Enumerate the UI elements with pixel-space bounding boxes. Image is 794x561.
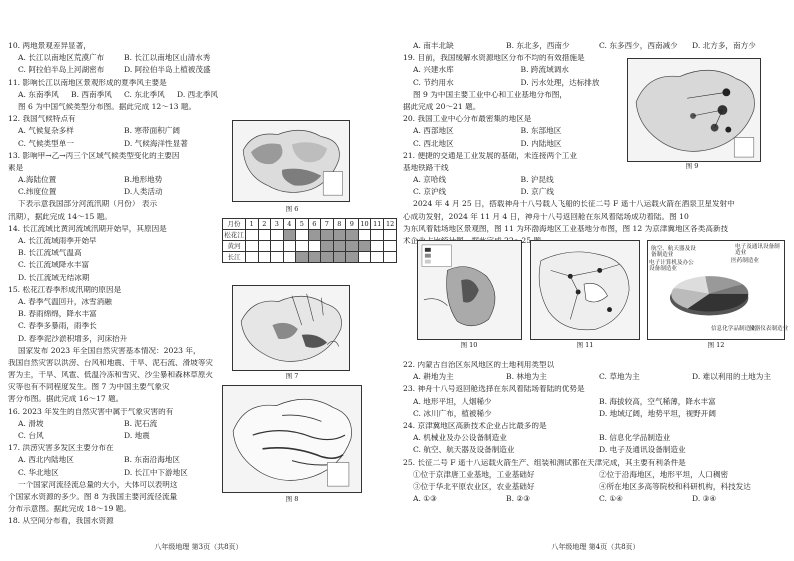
table-header-cell: 3 [271, 219, 284, 230]
question-text: 23. 神舟十八号返回舱选择在东风着陆场着陆的优势是 [403, 385, 585, 394]
month-cell [308, 230, 321, 241]
river-name: 松花江 [224, 230, 244, 239]
pie-label: 电子计算机及办公设备制造业 [649, 260, 694, 273]
answer-option[interactable]: D. 难以利用的土地为主 [692, 372, 771, 382]
month-cell [283, 230, 296, 241]
option-row [8, 66, 230, 78]
answer-option[interactable]: B. 信息化学品制造业 [599, 433, 671, 443]
question-text: 19. 目前，我国缓解水资源地区分布不均的有效措施是 [403, 54, 585, 63]
question-text: 13. 影响甲→乙→丙三个区域气候类型变化的主要因 [8, 151, 180, 160]
figure-6-caption: 图 6 [285, 205, 299, 213]
answer-option[interactable]: D. 地震 [124, 431, 150, 440]
month-cell [333, 252, 346, 263]
right-page-footer: 八年级地理 第4页（共8页） [551, 543, 640, 551]
month-cell [258, 241, 271, 252]
answer-option[interactable]: C. 西北地区 [413, 138, 454, 148]
answer-option[interactable]: C. 东北季风 [124, 89, 165, 99]
month-cell [283, 252, 296, 263]
answer-option[interactable]: A. 兴建水库 [413, 65, 454, 75]
question-text: 10. 两地景观差异显著， [8, 42, 91, 50]
table-header-cell: 6 [308, 219, 321, 230]
table-header-cell: 5 [296, 219, 309, 230]
answer-option[interactable]: B. 东南沿海地区 [124, 455, 180, 465]
month-cell [358, 230, 371, 241]
question-text: 17. 洪涝灾害多发区主要分布在 [8, 444, 114, 453]
month-cell [384, 230, 397, 241]
answer-option[interactable]: C. 京沪线 [413, 187, 447, 197]
option-row [403, 127, 628, 139]
option-row [403, 188, 628, 200]
table-row [223, 252, 397, 263]
question-text: 术企业占比统计图。据此完成 22～25 题。 [403, 237, 549, 245]
answer-option[interactable]: B. 寒带面积广阔 [124, 126, 180, 136]
figure-8-caption: 图 8 [285, 495, 299, 503]
answer-option[interactable]: C. 华北地区 [18, 467, 59, 477]
table-header-cell: 4 [283, 219, 296, 230]
question-text: 22. 内蒙古自治区东风地区的土地利用类型以 [403, 361, 555, 369]
month-cell [258, 230, 271, 241]
question-text: 2024 年 4 月 25 日，搭载神舟十八号载人飞船的长征二号 F 遥十八运载火箭在酒泉卫星发射中 [413, 200, 735, 209]
month-cell [245, 252, 258, 263]
pie-label: 仪器仪表制造业 [749, 326, 789, 332]
answer-option[interactable]: ④所在地区多高等院校和科研机构，科技发达 [599, 481, 751, 491]
option-row [8, 91, 230, 103]
option-row [403, 483, 785, 495]
answer-option[interactable]: B. 林地为主 [506, 372, 547, 382]
month-cell [308, 252, 321, 263]
question-text: 我国自然灾害以洪涝、台风和地震、干旱、泥石流、滑坡等灾 [8, 358, 214, 367]
page-right [397, 0, 794, 561]
pie-label: 航空、航天器及设备制造业 [651, 246, 696, 259]
month-cell [296, 252, 309, 263]
figure-10-dongfeng-landscape [417, 240, 522, 340]
question-text: 图 6 为中国气候类型分布图。据此完成 12～13 题。 [18, 102, 197, 111]
answer-option[interactable]: B. 东北多，西南少 [506, 41, 570, 50]
table-header-cell: 9 [346, 219, 359, 230]
answer-option[interactable]: B. 西南季风 [71, 89, 112, 99]
figure-12-caption: 图 12 [707, 341, 725, 349]
option-row [8, 188, 230, 200]
month-cell [384, 252, 397, 263]
option-row [8, 456, 230, 468]
option-row [8, 127, 230, 139]
option-row [8, 140, 230, 152]
answer-option[interactable]: D. 地域辽阔，地势平坦，视野开阔 [599, 408, 716, 418]
question-text: 害分布图。据此完成 16～17 题。 [8, 395, 124, 404]
month-cell [371, 252, 384, 263]
question-text: 11. 影响长江以南地区景观形成的夏季风主要是 [8, 78, 167, 87]
answer-option[interactable]: C. 草地为主 [599, 372, 640, 382]
table-header-cell: 11 [371, 219, 384, 230]
answer-option[interactable]: A.海陆位置 [18, 175, 57, 185]
answer-option[interactable]: C. 台风 [18, 431, 44, 440]
figure-12-labels [649, 242, 789, 338]
option-row [403, 410, 785, 422]
option-row [403, 66, 628, 78]
month-cell [333, 230, 346, 241]
answer-option[interactable]: ②位于沿海地区，地形平坦，人口稠密 [599, 469, 729, 479]
right-question-column [403, 41, 756, 249]
figure-6-climate-map [232, 120, 350, 202]
answer-option[interactable]: A. ①③ [413, 494, 437, 504]
month-cell [358, 241, 371, 252]
question-text: 素是 [8, 163, 24, 172]
question-text: 害为主，干旱、风雹、低温冷冻和雪灾、沙尘暴和森林草原火 [8, 371, 214, 380]
question-text: 为东风着陆场地区景观图，图 11 为环渤海地区工业基地分布图，图 12 为京津冀地区各类高新技 [403, 224, 729, 233]
river-name: 黄河 [223, 241, 246, 252]
table-header-cell: 8 [333, 219, 346, 230]
answer-option[interactable]: C. 冰川广布，植被稀少 [413, 408, 492, 418]
question-text: B. 春雨绵绵，降水丰富 [18, 310, 97, 319]
table-header-cell: 10 [358, 219, 371, 230]
month-cell [245, 230, 258, 241]
question-text: B. 长江流域气温高 [18, 249, 82, 258]
figure-9-caption: 图 9 [685, 162, 699, 170]
question-text: 国家发布 2023 年全国自然灾害基本情况：2023 年， [18, 346, 201, 355]
answer-option[interactable]: A. 机械业及办公设备制造业 [413, 433, 507, 443]
table-row [223, 241, 397, 252]
question-text: 据此完成 20～21 题。 [403, 102, 481, 111]
answer-option[interactable]: A. 耕地为主 [413, 372, 454, 382]
question-text: 25. 长征二号 F 遥十八运载火箭生产、组装和测试都在天津完成，其主要有利条件是 [403, 458, 686, 467]
answer-option[interactable]: B. 东部地区 [520, 126, 562, 136]
month-cell [346, 252, 359, 263]
option-row [8, 432, 230, 444]
month-cell [271, 252, 284, 263]
question-text: C. 春季多暴雨，雨季长 [18, 322, 97, 331]
month-cell [258, 252, 271, 263]
question-text: 分布示意图。据此完成 18～19 题。 [8, 505, 131, 514]
table-header-cell: 月份 [223, 219, 246, 230]
month-cell [308, 241, 321, 252]
answer-option[interactable]: A. 地形平坦，人烟稀少 [413, 396, 492, 406]
answer-option[interactable]: C.纬度位置 [18, 187, 57, 197]
month-cell [371, 241, 384, 252]
month-cell [346, 230, 359, 241]
answer-option[interactable]: C. 气候类型单一 [18, 138, 74, 148]
table-header-cell: 7 [321, 219, 334, 230]
table-header-cell: 2 [258, 219, 271, 230]
answer-option[interactable]: B. 泥石流 [124, 418, 158, 428]
question-text: 图 9 为中国主要工业中心和工业基地分布图， [413, 90, 567, 99]
answer-option[interactable]: A. 京哈线 [413, 175, 447, 185]
answer-option[interactable]: C. ①④ [599, 494, 623, 504]
answer-option[interactable]: B. 长江以南地区山清水秀 [124, 53, 211, 63]
month-cell [245, 241, 258, 252]
answer-option[interactable]: B. 沪昆线 [520, 175, 554, 185]
question-text: 14. 长江流域比黄河流域汛期开始早，其原因是 [8, 224, 167, 233]
question-text: D. 春季泥沙淤积增多，河床抬升 [18, 334, 128, 343]
question-text: 心成功发射，2024 年 11 月 4 日，神舟十八号返回舱在东风着陆场成功着陆。图 10 [403, 212, 689, 221]
answer-option[interactable]: B. ②③ [506, 494, 531, 504]
answer-option[interactable]: A. 东南季风 [18, 89, 59, 99]
month-cell [271, 241, 284, 252]
answer-option[interactable]: ①位于京津唐工业基地，工业基础好 [413, 469, 535, 479]
pie-label: 电子及通讯设备制造业 [735, 244, 780, 257]
question-text: 16. 2023 年发生的自然灾害中属于气象灾害的有 [8, 407, 174, 416]
month-cell [296, 241, 309, 252]
question-text: 下表示意我国部分河流汛期（月份） 表示 [18, 200, 158, 209]
answer-option[interactable]: D. 阿拉伯半岛上植被茂盛 [124, 65, 211, 75]
option-row [403, 398, 785, 410]
answer-option[interactable]: D. 气候海洋性显著 [124, 138, 188, 148]
question-text: 一个国家河流径流总量的大小，大体可以表明这 [18, 480, 178, 489]
option-row [403, 79, 628, 91]
left-question-column [8, 42, 230, 530]
right-question-column-lower [403, 361, 771, 507]
answer-option[interactable]: D. 长江中下游地区 [124, 467, 188, 477]
question-text: 18. 从空间分布看，我国水资源 [8, 517, 114, 526]
figure-9-industry-map [627, 58, 761, 162]
question-text: 21. 便捷的交通是工业发展的基础，未连接两个工业 [403, 151, 577, 160]
table-header-cell: 1 [245, 219, 258, 230]
question-text: 基地铁路干线 [403, 163, 449, 172]
question-text: 汛期），据此完成 14～15 题。 [8, 212, 112, 221]
pie-label: 信息化学品制造业 [711, 326, 756, 332]
answer-option[interactable]: D. ③④ [692, 494, 717, 504]
answer-option[interactable]: A. 西部地区 [413, 126, 454, 136]
month-cell [333, 241, 346, 252]
answer-option[interactable]: D. 北方多，南方少 [692, 41, 756, 50]
question-text: A. 长江流域雨季开始早 [18, 237, 97, 245]
answer-option[interactable]: C. 节约用水 [413, 77, 454, 87]
answer-option[interactable]: D. 污水处理，达标排放 [520, 77, 600, 87]
option-row [8, 469, 230, 481]
answer-option[interactable]: D. 内陆地区 [520, 138, 562, 148]
option-row [403, 446, 785, 458]
question-text: D. 长江流域无结冰期 [18, 273, 90, 282]
answer-option[interactable]: D.人类活动 [124, 187, 163, 197]
month-cell [283, 241, 296, 252]
pie-label: 医药制造业 [731, 258, 759, 264]
month-cell [321, 230, 334, 241]
question-text: 个国家水资源的多少。图 8 为我国主要河流径流量 [8, 492, 178, 501]
figure-10-caption: 图 10 [460, 341, 478, 349]
answer-option[interactable]: A. 滑坡 [18, 418, 44, 428]
answer-option[interactable]: A. 南丰北缺 [413, 41, 454, 50]
river-name: 长江 [223, 252, 246, 263]
answer-option[interactable]: B.地形地势 [124, 175, 163, 185]
figure-7-disaster-map [232, 285, 350, 371]
figure-11-caption: 图 11 [576, 341, 594, 349]
month-cell [346, 241, 359, 252]
table-row [223, 230, 397, 241]
month-cell [358, 252, 371, 263]
month-cell [321, 252, 334, 263]
month-cell [371, 230, 384, 241]
answer-option[interactable]: B. 海拔较高，空气稀薄，降水丰富 [599, 396, 716, 406]
month-cell [271, 230, 284, 241]
option-row [403, 42, 785, 54]
figure-11-bohai-industry-map [530, 240, 640, 340]
option-row [403, 140, 628, 152]
answer-option[interactable]: C. 阿拉伯半岛上河湖密布 [18, 65, 105, 75]
option-row [403, 495, 785, 507]
answer-option[interactable]: A. 气候复杂多样 [18, 126, 74, 136]
question-text: 20. 我国工业中心分布最密集的地区是 [403, 115, 532, 124]
answer-option[interactable]: D. 电子及通讯设备制造业 [599, 445, 686, 455]
option-row [403, 373, 785, 385]
question-text: 24. 京津冀地区高新技术企业占比最多的是 [403, 421, 547, 430]
month-cell [384, 241, 397, 252]
answer-option[interactable]: A. 西北内陆地区 [18, 455, 74, 465]
answer-option[interactable]: C. 航空、航天器及设备制造业 [413, 445, 515, 455]
flood-season-table [222, 218, 397, 263]
question-text: 12. 我国气候特点有 [8, 115, 76, 124]
answer-option[interactable]: D. 京广线 [520, 187, 554, 197]
answer-option[interactable]: C. 东多西少，西南减少 [599, 41, 678, 50]
left-page-footer: 八年级地理 第3页（共8页） [154, 543, 243, 551]
question-text: A. 春季气温回升，冰雪消融 [18, 297, 112, 306]
answer-option[interactable]: ③位于华北平原农业区，农业基础好 [413, 481, 535, 491]
table-header-cell: 12 [384, 219, 397, 230]
month-cell [321, 241, 334, 252]
answer-option[interactable]: B. 跨流域调水 [520, 65, 569, 75]
answer-option[interactable]: A. 长江以南地区荒漠广布 [18, 53, 105, 63]
answer-option[interactable]: D. 西北季风 [177, 89, 219, 99]
figure-7-caption: 图 7 [285, 372, 299, 380]
question-text: C. 长江流域降水丰富 [18, 261, 90, 270]
figure-8-river-runoff-map [222, 385, 362, 493]
question-text: 灾等也有不同程度发生。图 7 为中国主要气象灾 [8, 383, 170, 392]
question-text: 15. 松花江春季形成汛期的原因是 [8, 285, 122, 294]
month-cell [296, 230, 309, 241]
